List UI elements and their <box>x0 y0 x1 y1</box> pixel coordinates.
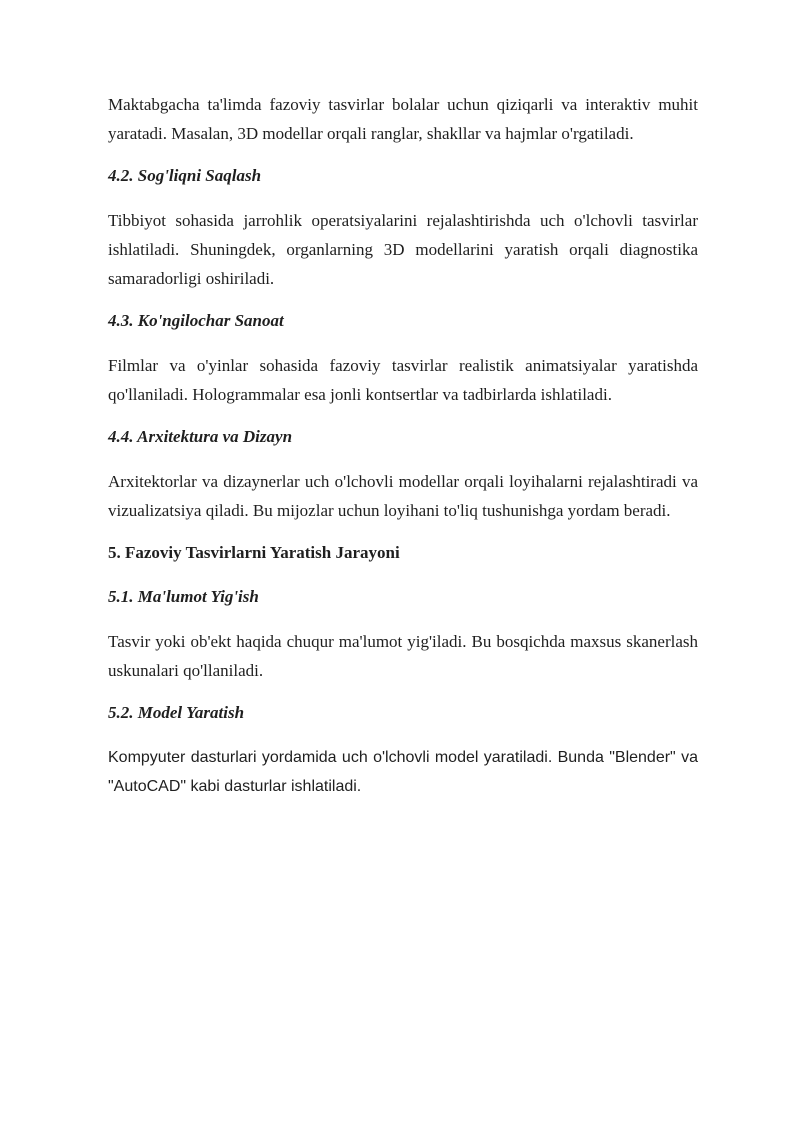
subheading-architecture: 4.4. Arxitektura va Dizayn <box>108 427 293 446</box>
subheading-data-collection: 5.1. Ma'lumot Yig'ish <box>108 587 259 606</box>
subheading-model-creation: 5.2. Model Yaratish <box>108 703 245 722</box>
document-page <box>108 90 698 815</box>
paragraph-architecture: Arxitektorlar va dizaynerlar uch o'lchovli modellar orqali loyihalarni rejalashtiradi va vizualizatsiya qiladi. Bu mijozlar uchun loyihani to'liq tushunishga yordam beradi. <box>108 472 698 520</box>
paragraph-data-collection: Tasvir yoki ob'ekt haqida chuqur ma'lumot yig'iladi. Bu bosqichda maxsus skanerlash uskunalari qo'llaniladi. <box>108 632 698 680</box>
paragraph-health: Tibbiyot sohasida jarrohlik operatsiyalarini rejalashtirishda uch o'lchovli tasvirlar ishlatiladi. Shuningdek, organlarning 3D modellarini yaratish orqali diagnostika samaradorligi oshiriladi. <box>108 211 698 288</box>
subheading-health: 4.2. Sog'liqni Saqlash <box>108 166 262 185</box>
paragraph-entertainment: Filmlar va o'yinlar sohasida fazoviy tasvirlar realistik animatsiyalar yaratishda qo'llaniladi. Hologrammalar esa jonli kontsertlar va tadbirlarda ishlatiladi. <box>108 356 698 404</box>
subheading-entertainment: 4.3. Ko'ngilochar Sanoat <box>108 311 284 330</box>
paragraph-model-creation: Kompyuter dasturlari yordamida uch o'lchovli model yaratiladi. Bunda "Blender" va "AutoCAD" kabi dasturlar ishlatiladi. <box>108 749 698 795</box>
section-heading-creation-process: 5. Fazoviy Tasvirlarni Yaratish Jarayoni <box>108 543 400 562</box>
paragraph-preschool: Maktabgacha ta'limda fazoviy tasvirlar bolalar uchun qiziqarli va interaktiv muhit yaratadi. Masalan, 3D modellar orqali ranglar, shakllar va hajmlar o'rgatiladi. <box>108 95 698 143</box>
